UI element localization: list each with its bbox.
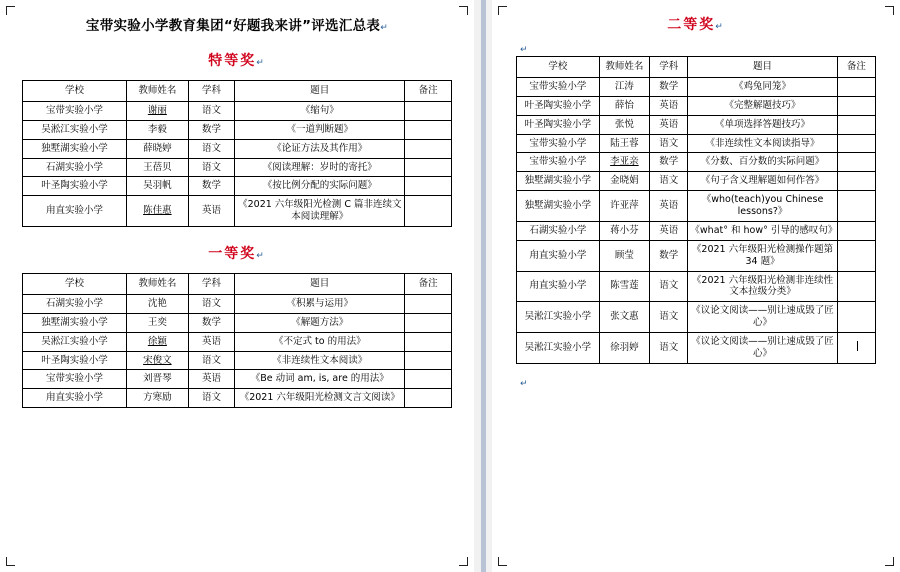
table-row: 石湖实验小学 蒋小芬 英语 《what° 和 how° 引导的感叹句》 [517,221,876,240]
table-row: 吴淞江实验小学 徐羽婷 语文 《议论文阅读——别让速成毁了匠心》 [517,333,876,364]
crop-mark-bottom-right [885,557,894,566]
empty-paragraph: ↵ [520,45,528,55]
page-title-text: 宝带实验小学教育集团“好题我来讲”评选汇总表 [85,18,381,34]
col-school: 学校 [517,57,600,78]
table-row: 独墅湖实验小学 金晓娟 语文 《句子含义理解题如何作答》 [517,172,876,191]
table-row: 宝带实验小学 刘晋琴 英语 《Be 动词 am, is, are 的用法》 [23,370,452,389]
table-row: 叶圣陶实验小学 宋俊文 语文 《非连续性文本阅读》 [23,351,452,370]
table-header-row [517,57,876,78]
crop-mark-bottom-left [498,557,507,566]
col-subject: 学科 [650,57,688,78]
col-teacher: 教师姓名 [127,274,189,295]
table-row: 甪直实验小学 陈佳惠 英语 《2021 六年级阳光检测 C 篇非连续文本阅读理解》 [23,196,452,227]
table-row: 独墅湖实验小学 王奕 数学 《解题方法》 [23,313,452,332]
section-heading-special: 特等奖↵ [208,53,266,69]
table-row: 宝带实验小学 陆王蓉 语文 《非连续性文本阅读指导》 [517,134,876,153]
table-row: 石湖实验小学 王蓓贝 语文 《阅读理解：岁时的寄托》 [23,158,452,177]
table-row: 吴淞江实验小学 徐颖 英语 《不定式 to 的用法》 [23,332,452,351]
table-row: 独墅湖实验小学 薛晓婷 语文 《论证方法及其作用》 [23,139,452,158]
section-heading-second: 二等奖↵ [667,17,725,33]
col-topic: 题目 [235,274,405,295]
table-first-award [22,273,452,408]
section-heading-first: 一等奖↵ [208,246,266,262]
table-row: 宝带实验小学 谢丽 语文 《缩句》 [23,101,452,120]
crop-mark-bottom-right [459,557,468,566]
col-teacher: 教师姓名 [127,81,189,102]
vertical-scrollbar[interactable] [481,0,486,572]
col-subject: 学科 [188,81,235,102]
table-row: 独墅湖实验小学 许亚萍 英语 《who(teach)you Chinese lessons?》 [517,191,876,222]
table-row: 宝带实验小学 江涛 数学 《鸡兔同笼》 [517,77,876,96]
crop-mark-bottom-left [6,557,15,566]
col-topic: 题目 [688,57,837,78]
col-subject: 学科 [188,274,235,295]
col-note: 备注 [405,274,452,295]
col-topic: 题目 [235,81,405,102]
empty-paragraph: ↵ [520,378,528,389]
table-row: 吴淞江实验小学 李毅 数学 《一道判断题》 [23,120,452,139]
table-row: 甪直实验小学 顾莹 数学 《2021 六年级阳光检测操作题第 34 题》 [517,240,876,271]
table-row: 叶圣陶实验小学 张悦 英语 《单项选择答题技巧》 [517,115,876,134]
col-school: 学校 [23,274,127,295]
pilcrow-icon: ↵ [256,58,266,68]
col-teacher: 教师姓名 [599,57,649,78]
table-row: 叶圣陶实验小学 吴羽帆 数学 《按比例分配的实际问题》 [23,177,452,196]
table-row: 宝带实验小学 李亚亲 数学 《分数、百分数的实际问题》 [517,153,876,172]
table-header-row [23,81,452,102]
pilcrow-icon: ↵ [380,23,389,33]
table-row: 甪直实验小学 陈雪莲 语文 《2021 六年级阳光检测非连续性文本拉级分类》 [517,271,876,302]
col-school: 学校 [23,81,127,102]
pilcrow-icon: ↵ [256,251,266,261]
table-row: 石湖实验小学 沈艳 语文 《积累与运用》 [23,294,452,313]
pilcrow-icon: ↵ [715,22,725,32]
text-caret [837,333,875,364]
table-special-award [22,80,452,227]
page-right [492,0,900,572]
table-row: 叶圣陶实验小学 薛怡 英语 《完整解题技巧》 [517,96,876,115]
table-second-award [516,56,876,364]
col-note: 备注 [837,57,875,78]
table-header-row [23,274,452,295]
table-row: 甪直实验小学 方寒励 语文 《2021 六年级阳光检测文言文阅读》 [23,389,452,408]
col-note: 备注 [405,81,452,102]
page-title [10,14,464,34]
table-row: 吴淞江实验小学 张文惠 语文 《议论文阅读——别让速成毁了匠心》 [517,302,876,333]
